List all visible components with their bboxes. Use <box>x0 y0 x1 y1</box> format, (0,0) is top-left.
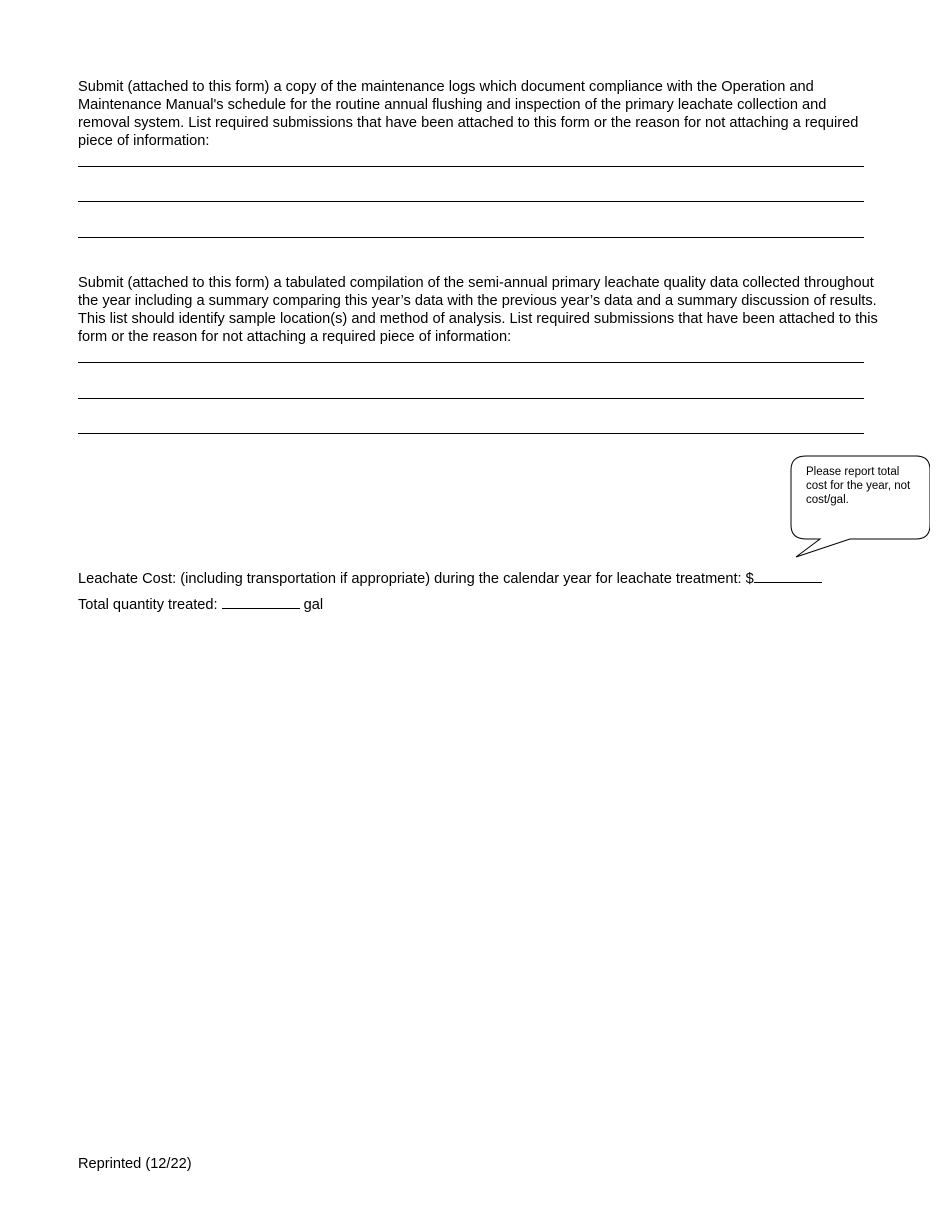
section1-instructions: Submit (attached to this form) a copy of the maintenance logs which document compliance with the Operation and Maintenance Manual's schedule for the routine annual flushing and inspection of the primary leachate collection and removal system. List required submissions that have been attached to this form or the reason for not attaching a required piece of information: <box>78 79 859 149</box>
section1-answer-line-1[interactable] <box>78 166 864 167</box>
total-quantity-field[interactable] <box>222 595 300 609</box>
section2-answer-line-3[interactable] <box>78 433 864 434</box>
leachate-cost-row <box>78 569 822 588</box>
section1-answer-line-2[interactable] <box>78 201 864 202</box>
section1-answer-line-3[interactable] <box>78 237 864 238</box>
section2-answer-line-1[interactable] <box>78 362 864 363</box>
reprint-date-footer: Reprinted (12/22) <box>78 1156 192 1172</box>
cost-note-text: Please report total cost for the year, not cost/gal. <box>806 466 911 506</box>
leachate-cost-label: Leachate Cost: (including transportation if appropriate) during the calendar year for leachate treatment: $ <box>78 571 754 587</box>
total-quantity-row <box>78 595 323 614</box>
section2-instructions: Submit (attached to this form) a tabulated compilation of the semi-annual primary leachate quality data collected throughout the year including a summary comparing this year’s data with the previous year’s data and a summary discussion of results. This list should identify sample location(s) and method of analysis. List required submissions that have been attached to this form or the reason for not attaching a required piece of information: <box>78 275 878 345</box>
leachate-cost-field[interactable] <box>754 569 822 583</box>
cost-note-callout <box>790 455 930 559</box>
section2-answer-line-2[interactable] <box>78 398 864 399</box>
total-quantity-label: Total quantity treated: <box>78 597 222 613</box>
total-quantity-unit: gal <box>299 597 324 613</box>
